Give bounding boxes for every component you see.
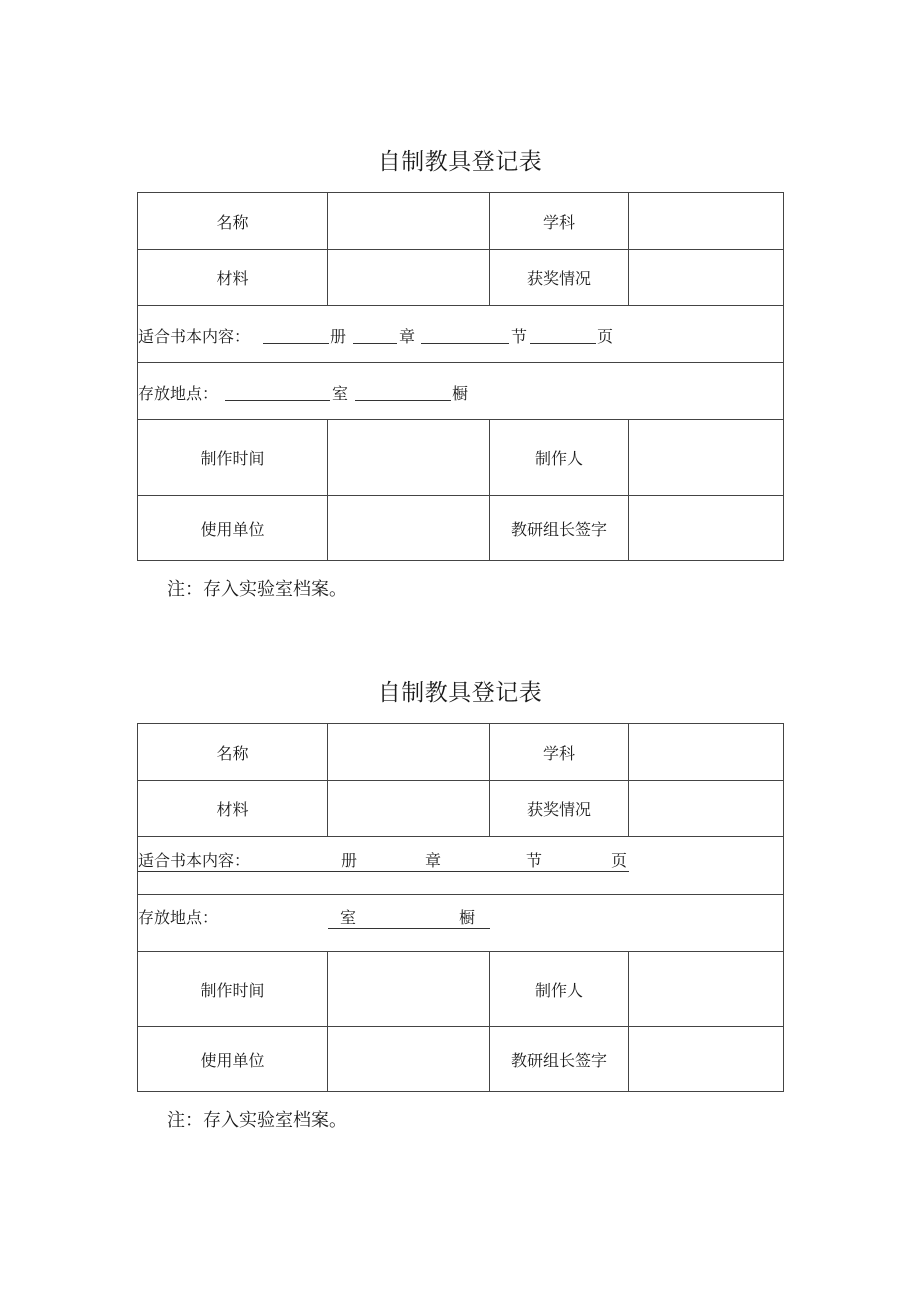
unit-label: 使用单位 bbox=[138, 496, 328, 561]
cabinet-blank[interactable] bbox=[355, 400, 451, 401]
subject-field[interactable] bbox=[629, 193, 784, 250]
room-label: 室 bbox=[340, 908, 357, 927]
material-field[interactable] bbox=[328, 250, 490, 306]
maker-label: 制作人 bbox=[490, 952, 629, 1027]
name-field[interactable] bbox=[328, 193, 490, 250]
maker-field[interactable] bbox=[629, 420, 784, 496]
name-field[interactable] bbox=[328, 724, 490, 781]
chapter-blank[interactable] bbox=[353, 343, 397, 344]
maker-field[interactable] bbox=[629, 952, 784, 1027]
leader-sign-field[interactable] bbox=[629, 1027, 784, 1092]
name-label: 名称 bbox=[138, 193, 328, 250]
name-label: 名称 bbox=[138, 724, 328, 781]
make-time-label: 制作时间 bbox=[138, 420, 328, 496]
section-label: 节 bbox=[526, 851, 543, 870]
location-row bbox=[138, 895, 784, 952]
unit-field[interactable] bbox=[328, 1027, 490, 1092]
maker-label: 制作人 bbox=[490, 420, 629, 496]
volume-blank[interactable] bbox=[263, 343, 329, 344]
cabinet-label: 橱 bbox=[459, 908, 476, 927]
location-label: 存放地点： bbox=[138, 908, 219, 927]
cabinet-label: 橱 bbox=[452, 384, 469, 403]
content-row bbox=[138, 306, 784, 363]
section-blank[interactable] bbox=[421, 343, 509, 344]
make-time-label: 制作时间 bbox=[138, 952, 328, 1027]
registration-table bbox=[137, 192, 784, 561]
location-underline[interactable] bbox=[328, 928, 490, 929]
unit-label: 使用单位 bbox=[138, 1027, 328, 1092]
leader-sign-field[interactable] bbox=[629, 496, 784, 561]
form-title: 自制教具登记表 bbox=[377, 680, 543, 706]
make-time-field[interactable] bbox=[328, 952, 490, 1027]
award-label: 获奖情况 bbox=[490, 250, 629, 306]
award-label: 获奖情况 bbox=[490, 781, 629, 837]
content-label: 适合书本内容： bbox=[138, 851, 251, 870]
make-time-field[interactable] bbox=[328, 420, 490, 496]
archive-note: 注：存入实验室档案。 bbox=[167, 579, 347, 600]
unit-field[interactable] bbox=[328, 496, 490, 561]
room-blank[interactable] bbox=[225, 400, 330, 401]
page-blank[interactable] bbox=[530, 343, 596, 344]
form-title: 自制教具登记表 bbox=[377, 149, 543, 175]
location-label: 存放地点： bbox=[138, 384, 219, 403]
chapter-label: 章 bbox=[425, 851, 442, 870]
subject-label: 学科 bbox=[490, 193, 629, 250]
leader-sign-label: 教研组长签字 bbox=[490, 496, 629, 561]
location-row bbox=[138, 363, 784, 420]
content-label: 适合书本内容： bbox=[138, 327, 251, 346]
leader-sign-label: 教研组长签字 bbox=[490, 1027, 629, 1092]
chapter-label: 章 bbox=[399, 327, 416, 346]
page-label: 页 bbox=[597, 327, 614, 346]
material-label: 材料 bbox=[138, 250, 328, 306]
subject-label: 学科 bbox=[490, 724, 629, 781]
content-underline[interactable] bbox=[138, 871, 629, 872]
material-field[interactable] bbox=[328, 781, 490, 837]
award-field[interactable] bbox=[629, 781, 784, 837]
volume-label: 册 bbox=[330, 327, 347, 346]
material-label: 材料 bbox=[138, 781, 328, 837]
room-label: 室 bbox=[332, 384, 349, 403]
registration-table bbox=[137, 723, 784, 1092]
content-row bbox=[138, 837, 784, 895]
award-field[interactable] bbox=[629, 250, 784, 306]
archive-note: 注：存入实验室档案。 bbox=[167, 1110, 347, 1131]
subject-field[interactable] bbox=[629, 724, 784, 781]
volume-label: 册 bbox=[341, 851, 358, 870]
section-label: 节 bbox=[511, 327, 528, 346]
page-label: 页 bbox=[611, 851, 628, 870]
